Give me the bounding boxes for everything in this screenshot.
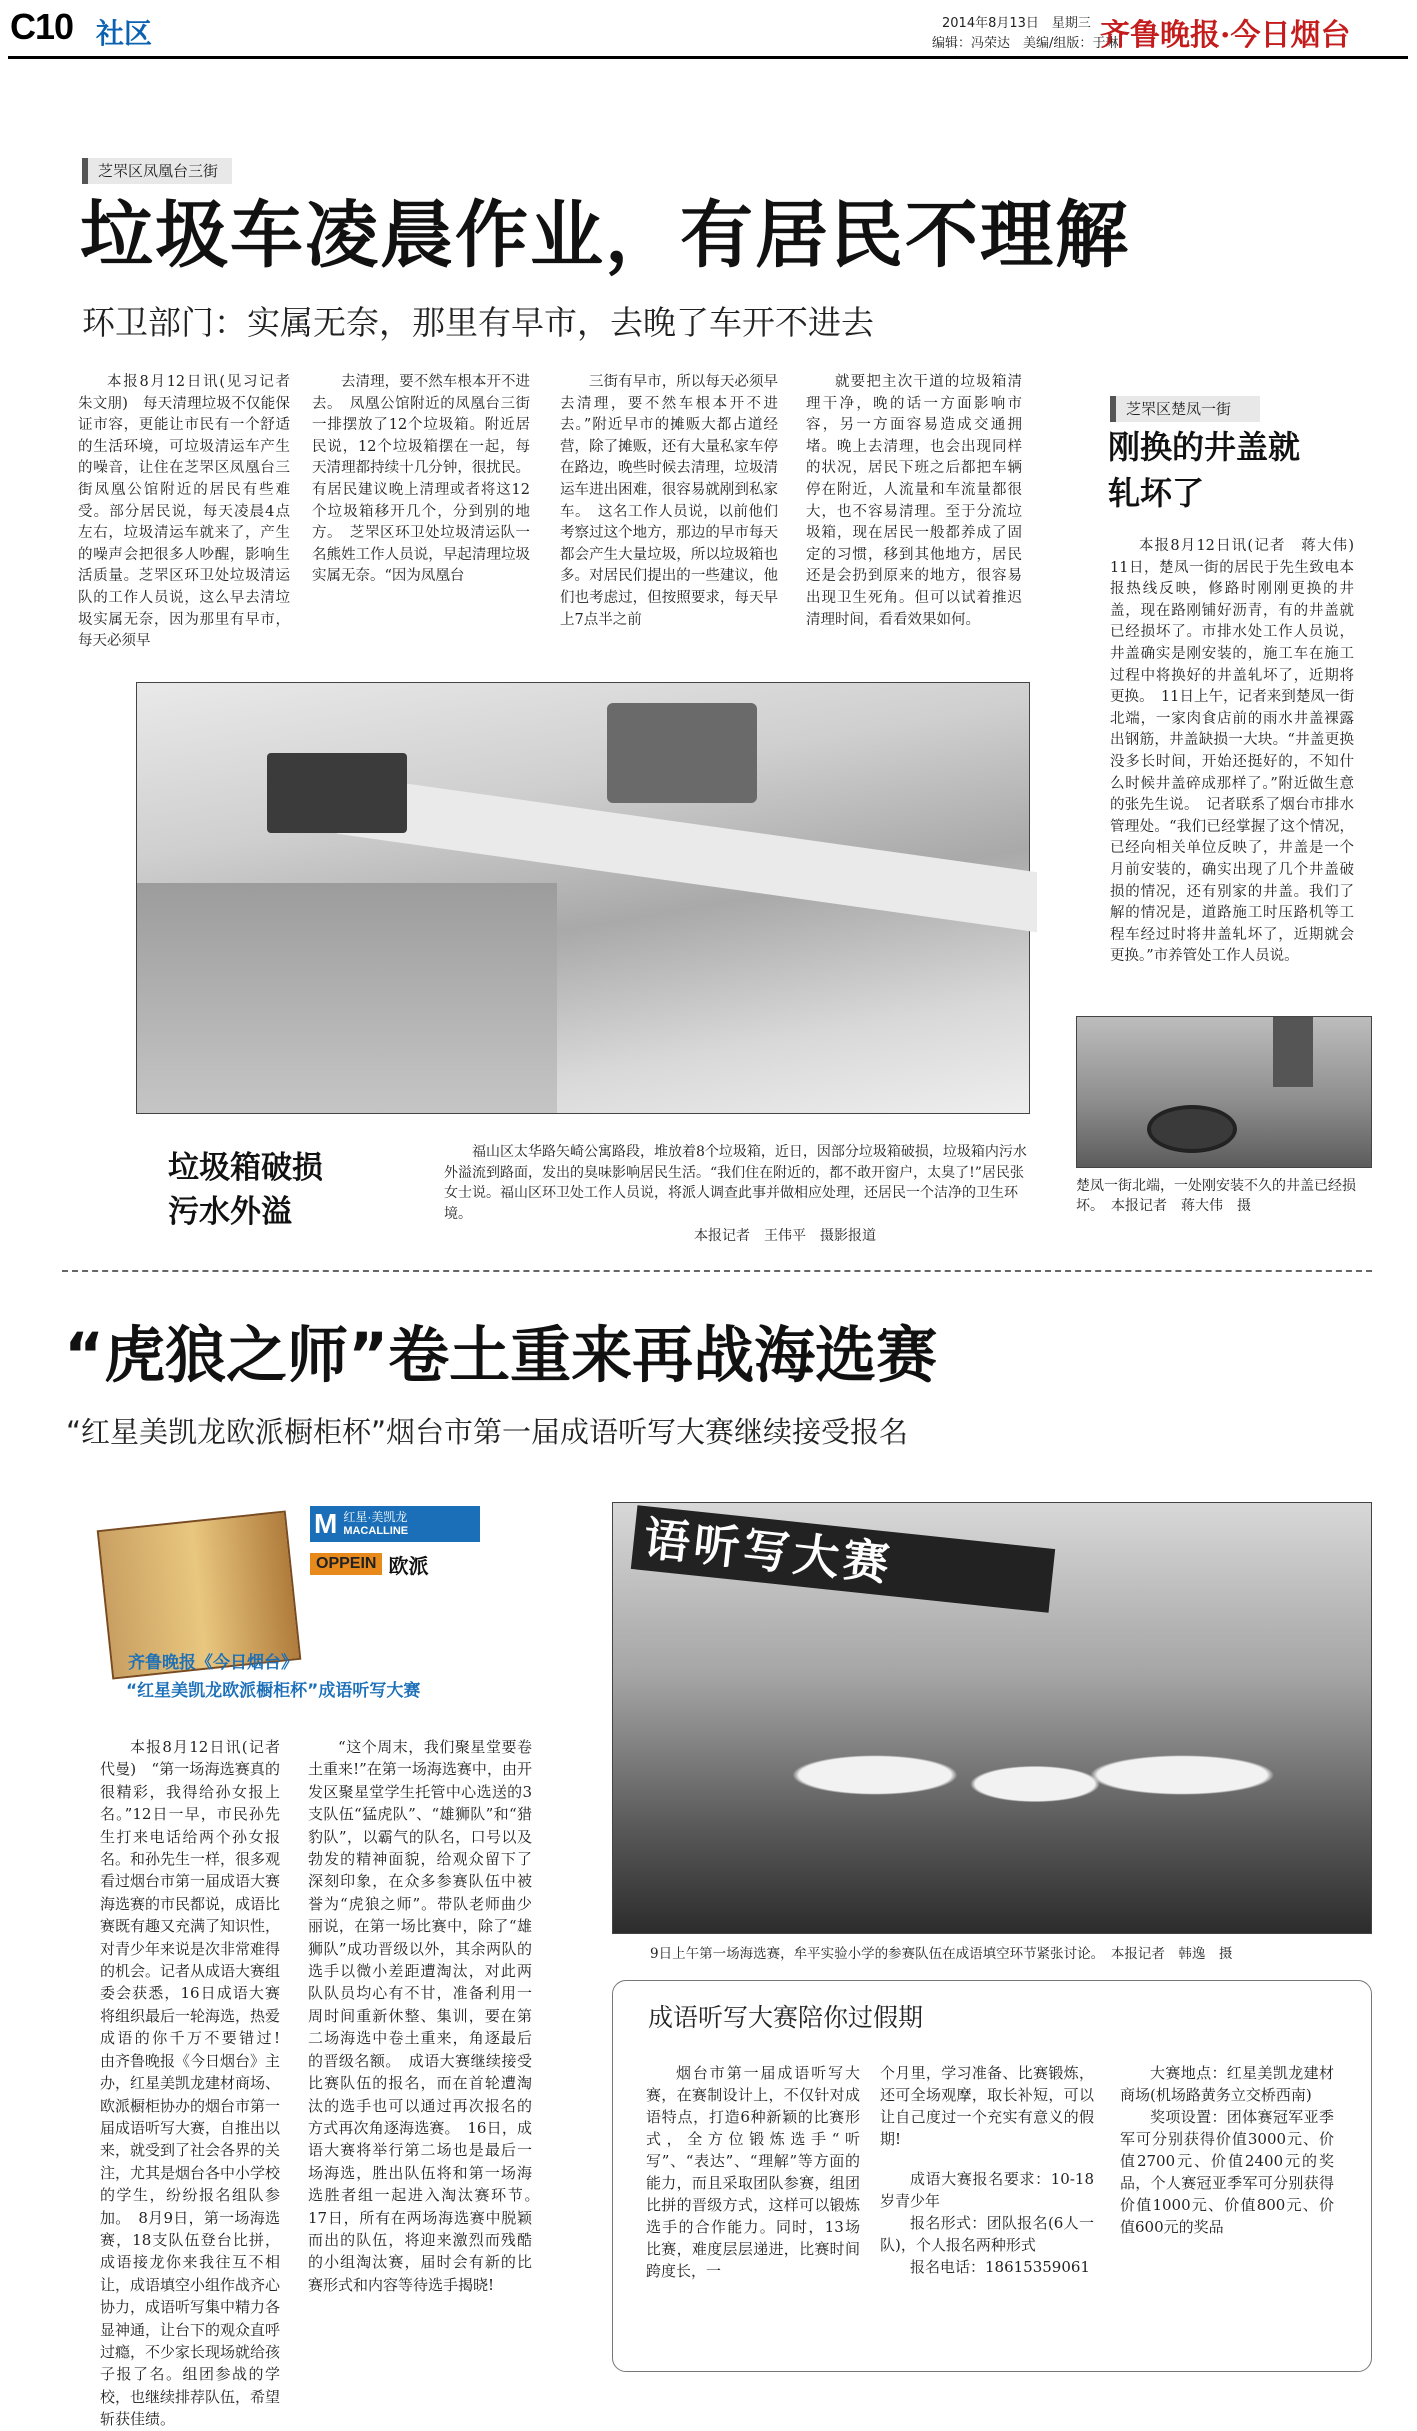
garbage-bin-photo xyxy=(136,682,1030,1114)
a2-headline xyxy=(1108,424,1308,516)
contest-logo-block xyxy=(100,1500,480,1712)
a2-headline-text: 刚换的井盖就轧坏了 xyxy=(1108,428,1301,512)
signup-phone: 报名电话：18615359061 xyxy=(910,2258,1090,2276)
students-graphic xyxy=(683,1703,1323,1883)
a3-subtitle: “红星美凯龙欧派橱柜杯”烟台市第一届成语听写大赛继续接受报名 xyxy=(66,1415,909,1449)
a1-col2: 去清理，要不然车根本开不进去。 凤凰公馆附近的凤凰台三街一排摆放了12个垃圾箱。附近居民说，12个垃圾箱摆在一起，每天清理都持续十几分钟，很扰民。有居民建议晚上清理或者将这12个垃圾箱移开几个，分到别的地方。 芝罘区环卫处垃圾清运队一名熊姓工作人员说，早起清理垃圾实属无奈。“因为凤凰台 xyxy=(312,374,530,585)
pedestrian-legs-graphic xyxy=(1273,1017,1313,1087)
info-box-col3 xyxy=(1120,2062,1334,2238)
photo1-credit: 本报记者 王伟平 摄影报道 xyxy=(694,1228,876,1244)
a1-col3: 三街有早市，所以每天必须早去清理，要不然车根本开不进去。”附近早市的摊贩大都占道经营，除了摊贩，还有大量私家车停在路边，晚些时候去清理，垃圾清运车进出困难，很容易就剐到私家车。 这名工作人员说，以前他们考察过这个地方，那边的早市每天都会产生大量垃圾，所以垃圾箱也多。对居民们提出的一些建议，他们也考虑过，但按照要求，每天早上7点半之前 xyxy=(560,374,778,628)
info-box-col2 xyxy=(880,2062,1094,2278)
a1-headline: 垃圾车凌晨作业，有居民不理解 xyxy=(80,193,1130,278)
manhole-cover-graphic xyxy=(1147,1105,1237,1153)
page-number: C10 xyxy=(10,6,74,47)
oppein-cn: 欧派 xyxy=(388,1553,429,1578)
photo1-title-line2: 污水外溢 xyxy=(168,1194,292,1230)
info-box-title: 成语听写大赛陪你过假期 xyxy=(648,2003,924,2032)
contest-venue: 大赛地点：红星美凯龙建材商场(机场路黄务立交桥西南) xyxy=(1120,2064,1334,2104)
info-box-col2-text: 个月里，学习准备、比赛锻炼，还可全场观摩，取长补短，可以让自己度过一个充实有意义的假期! xyxy=(880,2064,1094,2148)
contest-prizes: 奖项设置：团体赛冠军亚季军可分别获得价值3000元、价值2700元、价值2400元的奖品，个人赛冠亚季军可分别获得价值1000元、价值800元、价值600元的奖品 xyxy=(1120,2108,1334,2236)
dashed-divider xyxy=(62,1270,1372,1272)
issue-date: 2014年8月13日 星期三 xyxy=(942,16,1091,31)
oppein-logo xyxy=(310,1550,480,1578)
a1-tag: 芝罘区凤凰台三街 xyxy=(82,158,232,184)
a3-col1: 本报8月12日讯(记者 代曼) “第一场海选赛真的很精彩，我得给孙女报上名。”12日一早，市民孙先生打来电话给两个孙女报名。和孙先生一样，很多观看过烟台市第一届成语大赛海选赛的市民都说，成语比赛既有趣又充满了知识性，对青少年来说是次非常难得的机会。记者从成语大赛组委会获悉，16日成语大赛将组织最后一轮海选，热爱成语的你千万不要错过! 由齐鲁晚报《今日烟台》主办，红星美凯龙建材商场、欧派橱柜协办的烟台市第一届成语听写大赛，自推出以来，就受到了社会各界的关注，尤其是烟台各中小学校的学生，纷纷报名组队参加。 8月9日，第一场海选赛，18支队伍登台比拼，成语接龙你来我往互不相让，成语填空小组作战齐心协力，成语听写集中精力各显神通，让台下的观众直呼过瘾，不少家长现场就给孩子报了名。组团参战的学校，也继续排荐队伍，希望斩获佳绩。 xyxy=(100,1738,296,2429)
a2-photo xyxy=(1076,1016,1372,1168)
masthead-logo: 齐鲁晚报·今日烟台 xyxy=(1100,18,1351,53)
a1-subtitle: 环卫部门：实属无奈，那里有早市，去晚了车开不进去 xyxy=(82,303,874,342)
editors: 编辑：冯荣达 美编/组版：于琳 xyxy=(932,36,1119,51)
macalline-en: MACALLINE xyxy=(343,1525,409,1537)
signup-requirement: 成语大赛报名要求：10-18岁青少年 xyxy=(880,2170,1094,2210)
logo-caption-1: 齐鲁晚报《今日烟台》 xyxy=(128,1653,298,1673)
contest-banner: 语听写大赛 xyxy=(631,1505,1055,1613)
a2-tag: 芝罘区楚凤一街 xyxy=(1110,396,1260,422)
a2-photo-caption: 楚凤一街北端，一处刚安装不久的井盖已经损坏。 本报记者 蒋大伟 摄 xyxy=(1076,1178,1356,1214)
a3-headline: “虎狼之师”卷土重来再战海选赛 xyxy=(64,1320,938,1391)
photo1-title-line1: 垃圾箱破损 xyxy=(168,1150,323,1186)
signup-form: 报名形式：团队报名(6人一队)，个人报名两种形式 xyxy=(880,2214,1094,2254)
contest-photo xyxy=(612,1502,1372,1934)
macalline-logo xyxy=(310,1506,480,1542)
a3-col2: “这个周末，我们聚星堂要卷土重来!”在第一场海选赛中，由开发区聚星堂学生托管中心选送的3支队伍“猛虎队”、“雄狮队”和“猎豹队”，以霸气的队名，口号以及勃发的精神面貌，给观众留下了深刻印象，在众多参赛队伍中被誉为“虎狼之师”。带队老师曲少丽说，在第一场比赛中，除了“雄狮队”成功晋级以外，其余两队的选手以微小差距遭淘汰，对此两队队员均心有不甘，准备利用一周时间重新休整、集训，要在第二场海选中卷土重来，角逐最后的晋级名额。 成语大赛继续接受比赛队伍的报名，而在首轮遭淘汰的选手也可以通过再次报名的方式再次角逐海选赛。 16日，成语大赛将举行第二场也是最后一场海选，胜出队伍将和第一场海选胜者组一起进入淘汰赛环节。 17日，所有在两场海选赛中脱颖而出的队伍，将迎来激烈而残酷的小组淘汰赛，届时会有新的比赛形式和内容等待选手揭晓! xyxy=(308,1738,548,2294)
garbage-bins-graphic xyxy=(267,753,407,833)
contest-photo-caption: 9日上午第一场海选赛，牟平实验小学的参赛队伍在成语填空环节紧张讨论。 本报记者 韩逸 摄 xyxy=(650,1946,1233,1962)
tricycle-graphic xyxy=(607,703,757,803)
a2-body: 本报8月12日讯(记者 蒋大伟) 11日，楚凤一街的居民于先生致电本报热线反映，修路时刚刚更换的井盖，现在路刚铺好沥青，有的井盖就已经损坏了。市排水处工作人员说，井盖确实是刚安装的，施工车在施工过程中将换好的井盖轧坏了，近期将更换。 11日上午，记者来到楚凤一街北端，一家肉食店前的雨水井盖裸露出钢筋，井盖缺损一大块。“井盖更换没多长时间，开始还挺好的，不知什么时候井盖碎成那样了。”附近做生意的张先生说。 记者联系了烟台市排水管理处。“我们已经掌握了这个情况，已经向相关单位反映了，井盖是一个月前安装的，确实出现了几个井盖破损的情况，还有别家的井盖。我们了解的情况是，道路施工时压路机等工程车经过时将井盖轧坏了，近期就会更换。”市养管处工作人员说。 xyxy=(1110,538,1369,965)
oppein-en: OPPEIN xyxy=(310,1553,382,1575)
info-box-col1: 烟台市第一届成语听写大赛，在赛制设计上，不仅针对成语特点，打造6种新颖的比赛形式，全方位锻炼选手“听写”、“表达”、“理解”等方面的能力，而且采取团队参赛，组团比拼的晋级方式，这样可以锻炼选手的合作能力。同时，13场比赛，难度层层递进，比赛时间跨度长，一 xyxy=(646,2064,860,2280)
logo-caption-2: “红星美凯龙欧派橱柜杯”成语听写大赛 xyxy=(126,1681,421,1701)
header-rule xyxy=(8,56,1408,59)
macalline-m: M xyxy=(314,1508,338,1539)
a1-col4: 就要把主次干道的垃圾箱清理干净，晚的话一方面影响市容，另一方面容易造成交通拥堵。晚上去清理，也会出现同样的状况，居民下班之后都把车辆停在附近，人流量和车流量都很大，也不容易清理。至于分流垃圾箱，现在居民一般都养成了固定的习惯，移到其他地方，居民还是会扔到原来的地方，很容易出现卫生死角。但可以试着推迟清理时间，看看效果如何。 xyxy=(806,374,1022,628)
photo1-title xyxy=(168,1146,388,1234)
photo1-caption: 福山区太华路矢崎公寓路段，堆放着8个垃圾箱，近日，因部分垃圾箱破损，垃圾箱内污水外溢流到路面，发出的臭味影响居民生活。“我们住在附近的，都不敢开窗户，太臭了!”居民张女士说。福山区环卫处工作人员说，将派人调查此事并做相应处理，还居民一个洁净的卫生环境。 xyxy=(444,1144,1027,1222)
wet-road-graphic xyxy=(137,883,557,1113)
a1-col1: 本报8月12日讯(见习记者 朱文朋) 每天清理垃圾不仅能保证市容，更能让市民有一个舒适的生活环境，可垃圾清运车产生的噪音，让住在芝罘区凤凰台三街凤凰公馆附近的居民有些难受。部分居民说，每天凌晨4点左右，垃圾清运车就来了，产生的噪声会把很多人吵醒，影响生活质量。芝罘区环卫处垃圾清运队的工作人员说，这么早去清垃圾实属无奈，因为那里有早市，每天必须早 xyxy=(78,374,305,650)
macalline-cn: 红星·美凯龙 xyxy=(343,1510,408,1524)
section-name: 社区 xyxy=(96,17,153,50)
